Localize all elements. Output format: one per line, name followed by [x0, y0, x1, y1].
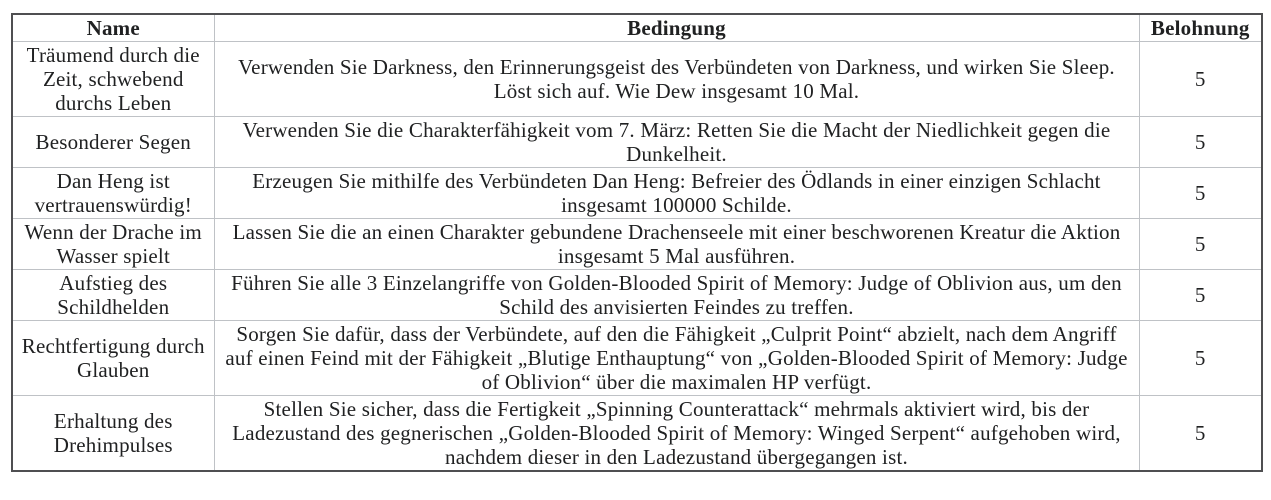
achievement-name-cell: Besonderer Segen	[12, 117, 214, 168]
column-header-belohnung: Belohnung	[1139, 14, 1262, 42]
achievement-name-cell: Träumend durch die Zeit, schwebend durchs Leben	[12, 42, 214, 117]
column-header-name: Name	[12, 14, 214, 42]
condition-cell: Verwenden Sie die Charakterfähigkeit vom 7. März: Retten Sie die Macht der Niedlichkeit gegen die Dunkelheit.	[214, 117, 1139, 168]
reward-cell: 5	[1139, 270, 1262, 321]
table-row	[12, 270, 1262, 321]
condition-cell: Sorgen Sie dafür, dass der Verbündete, auf den die Fähigkeit „Culprit Point“ abzielt, nach dem Angriff auf einen Feind mit der Fähigkeit „Blutige Enthauptung“ von „Golden-Blooded Spirit of Memory: Judge of Oblivion“ über die maximalen HP verfügt.	[214, 321, 1139, 396]
achievement-name-cell: Erhaltung des Drehimpulses	[12, 396, 214, 472]
condition-cell: Verwenden Sie Darkness, den Erinnerungsgeist des Verbündeten von Darkness, und wirken Sie Sleep. Löst sich auf. Wie Dew insgesamt 10 Mal.	[214, 42, 1139, 117]
table-row	[12, 219, 1262, 270]
table-row	[12, 168, 1262, 219]
condition-cell: Lassen Sie die an einen Charakter gebundene Drachenseele mit einer beschworenen Kreatur die Aktion insgesamt 5 Mal ausführen.	[214, 219, 1139, 270]
achievement-name-cell: Rechtfertigung durch Glauben	[12, 321, 214, 396]
condition-cell: Führen Sie alle 3 Einzelangriffe von Golden-Blooded Spirit of Memory: Judge of Oblivion aus, um den Schild des anvisierten Feindes zu treffen.	[214, 270, 1139, 321]
reward-cell: 5	[1139, 219, 1262, 270]
table-row	[12, 321, 1262, 396]
reward-cell: 5	[1139, 42, 1262, 117]
condition-cell: Erzeugen Sie mithilfe des Verbündeten Dan Heng: Befreier des Ödlands in einer einzigen Schlacht insgesamt 100000 Schilde.	[214, 168, 1139, 219]
table-row	[12, 42, 1262, 117]
achievements-table	[11, 13, 1263, 472]
achievement-name-cell: Dan Heng ist vertrauenswürdig!	[12, 168, 214, 219]
reward-cell: 5	[1139, 168, 1262, 219]
table-row	[12, 117, 1262, 168]
reward-cell: 5	[1139, 396, 1262, 472]
column-header-bedingung: Bedingung	[214, 14, 1139, 42]
header-row	[12, 14, 1262, 42]
achievement-name-cell: Wenn der Drache im Wasser spielt	[12, 219, 214, 270]
condition-cell: Stellen Sie sicher, dass die Fertigkeit „Spinning Counterattack“ mehrmals aktiviert wird, bis der Ladezustand des gegnerischen „Golden-Blooded Spirit of Memory: Winged Serpent“ aufgehoben wird, nachdem dieser in den Ladezustand übergegangen ist.	[214, 396, 1139, 472]
reward-cell: 5	[1139, 117, 1262, 168]
achievement-name-cell: Aufstieg des Schildhelden	[12, 270, 214, 321]
table-row	[12, 396, 1262, 472]
reward-cell: 5	[1139, 321, 1262, 396]
achievements-table-container	[11, 13, 1263, 472]
